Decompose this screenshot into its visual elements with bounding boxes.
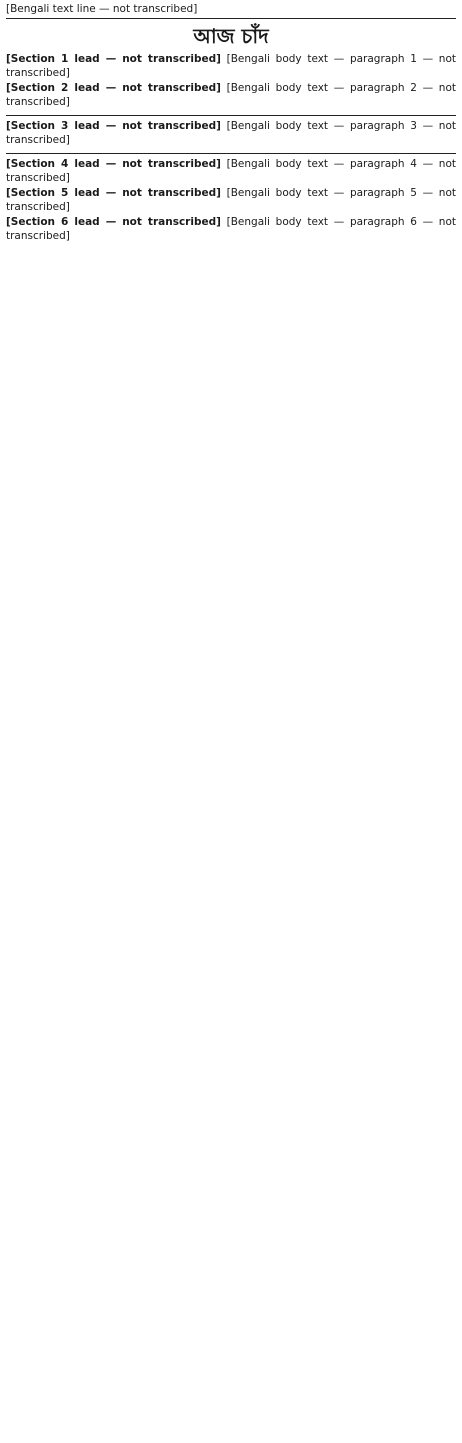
paragraph-6-lead: [Section 6 lead — not transcribed]: [6, 216, 221, 229]
paragraph-1-text: [Bengali body text — paragraph 1 — not transcribed]: [6, 53, 456, 79]
paragraph-4-lead: [Section 4 lead — not transcribed]: [6, 158, 221, 171]
paragraph-4-text: [Bengali body text — paragraph 4 — not transcribed]: [6, 158, 456, 184]
paragraph-5-text: [Bengali body text — paragraph 5 — not transcribed]: [6, 187, 456, 213]
paragraph-3-text: [Bengali body text — paragraph 3 — not transcribed]: [6, 120, 456, 146]
paragraph-5: [6, 187, 456, 214]
paragraph-2-lead: [Section 2 lead — not transcribed]: [6, 82, 221, 95]
paragraph-3-lead: [Section 3 lead — not transcribed]: [6, 120, 221, 133]
kicker-line: [Bengali text line — not transcribed]: [6, 0, 456, 19]
paragraph-4: [6, 158, 456, 185]
paragraph-6: [6, 216, 456, 243]
paragraph-2-text: [Bengali body text — paragraph 2 — not transcribed]: [6, 82, 456, 108]
paragraph-3: [6, 120, 456, 147]
paragraph-2: [6, 82, 456, 109]
headline: আজ চাঁদ: [193, 24, 269, 48]
section-divider: [6, 115, 456, 116]
paragraph-1-lead: [Section 1 lead — not transcribed]: [6, 53, 221, 65]
paragraph-5-lead: [Section 5 lead — not transcribed]: [6, 187, 221, 200]
paragraph-6-text: [Bengali body text — paragraph 6 — not transcribed]: [6, 216, 456, 243]
article-body: [6, 53, 456, 244]
paragraph-1: [6, 53, 456, 80]
section-divider: [6, 153, 456, 154]
